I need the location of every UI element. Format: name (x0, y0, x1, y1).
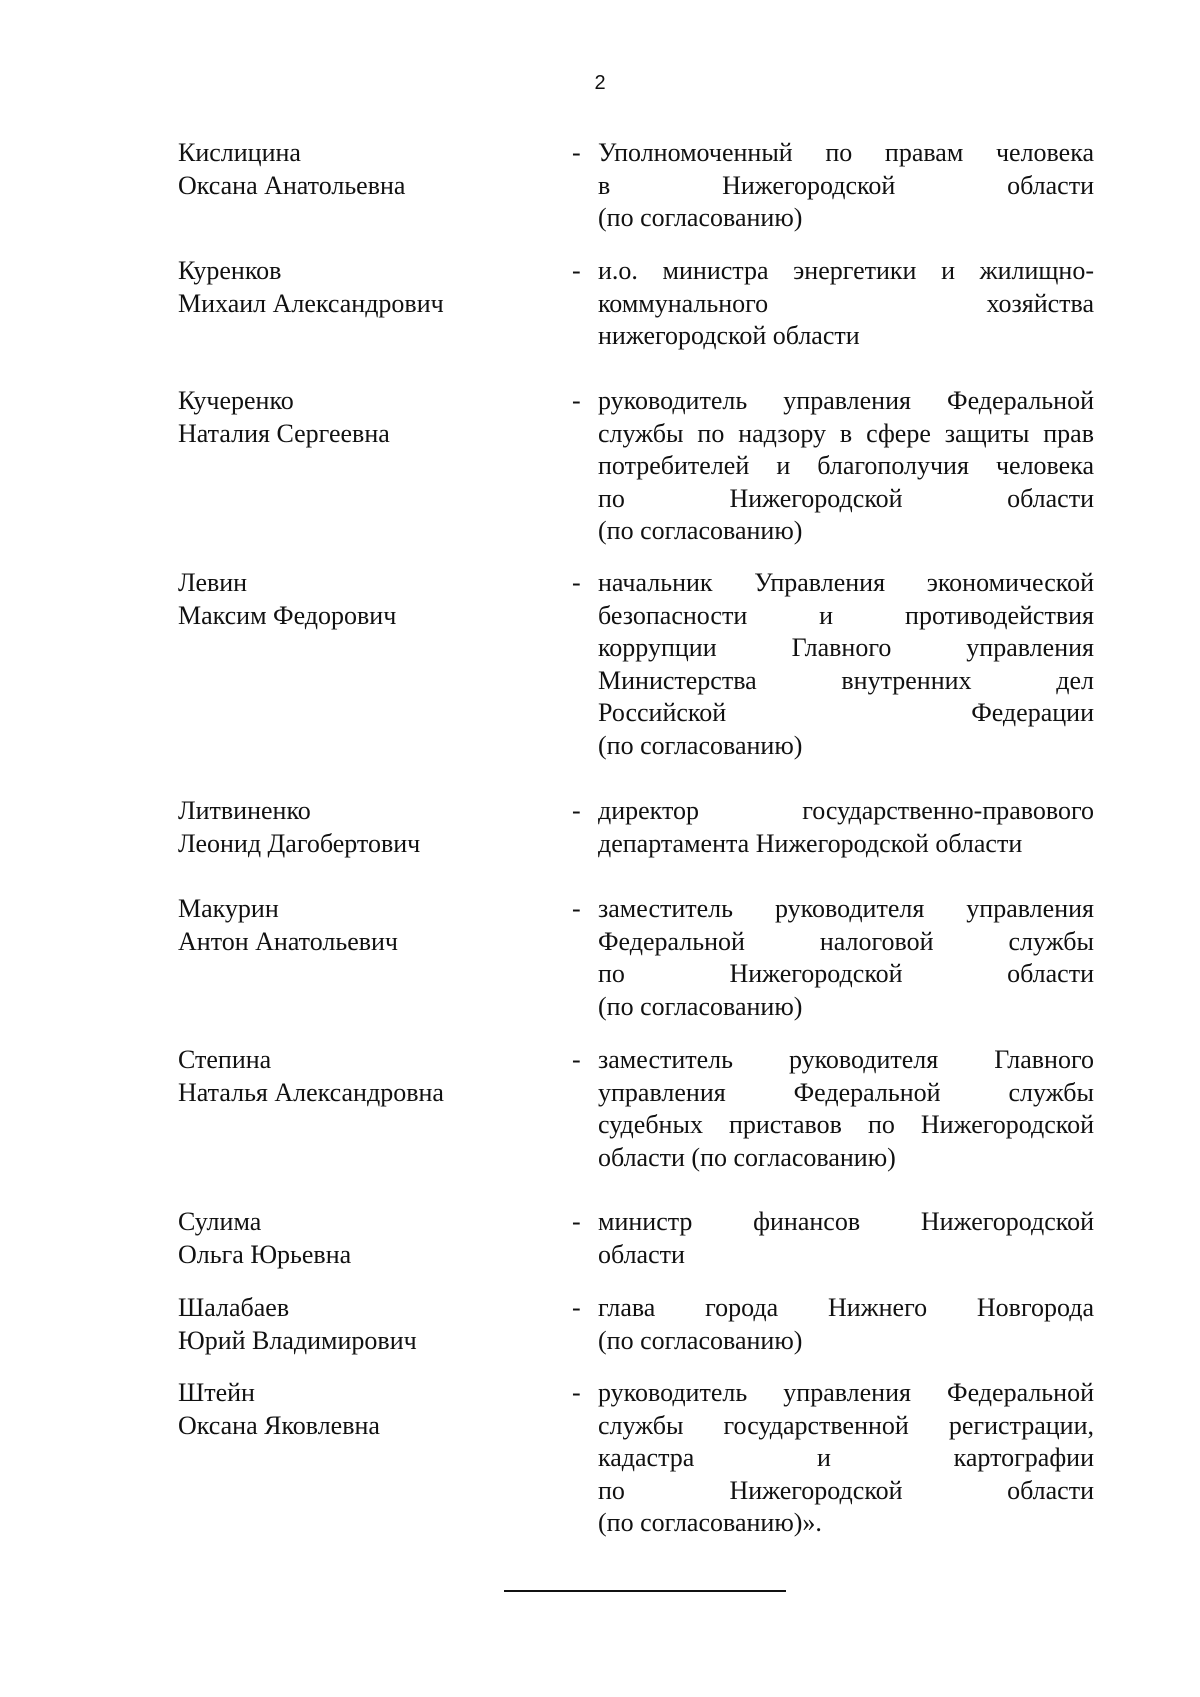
member-name (178, 137, 558, 202)
member-role-line: заместитель руководителя управления (598, 894, 1094, 923)
member-dash: - (572, 568, 581, 597)
member-role-line: безопасности и противодействия (598, 600, 1094, 630)
member-given-names: Леонид Дагобертович (178, 828, 421, 858)
member-given-names: Наталья Александровна (178, 1077, 444, 1107)
member-name (178, 1292, 558, 1357)
member-role-line: (по согласованию) (598, 991, 803, 1021)
member-role-line: глава города Нижнего Новгорода (598, 1293, 1094, 1322)
member-role-line: руководитель управления Федеральной (598, 386, 1094, 415)
member-role (598, 255, 1094, 353)
member-role-line: (по согласованию) (598, 516, 803, 545)
member-name (178, 795, 558, 860)
page-number: 2 (594, 72, 606, 94)
member-role (598, 1044, 1094, 1174)
member-surname: Литвиненко (178, 796, 311, 825)
member-surname: Кучеренко (178, 386, 294, 415)
member-role-line: Федеральной налоговой службы (598, 926, 1094, 956)
member-role-line: нижегородской области (598, 321, 860, 350)
member-name (178, 1044, 558, 1109)
member-role (598, 385, 1094, 548)
member-given-names: Оксана Анатольевна (178, 170, 406, 200)
member-role-line: и.о. министра энергетики и жилищно- (598, 256, 1094, 285)
member-role-line: потребителей и благополучия человека (598, 451, 1094, 480)
member-dash: - (572, 1207, 581, 1236)
member-given-names: Максим Федорович (178, 600, 397, 630)
member-role (598, 795, 1094, 860)
member-role-line: кадастра и картографии (598, 1443, 1094, 1472)
member-role-line: Российской Федерации (598, 698, 1094, 727)
member-surname: Шалабаев (178, 1293, 290, 1322)
member-role-line: руководитель управления Федеральной (598, 1378, 1094, 1407)
member-given-names: Юрий Владимирович (178, 1325, 417, 1355)
member-dash: - (572, 256, 581, 285)
member-given-names: Ольга Юрьевна (178, 1239, 352, 1269)
member-role-line: министр финансов Нижегородской (598, 1207, 1094, 1236)
end-of-document-rule (504, 1590, 786, 1592)
member-given-names: Оксана Яковлевна (178, 1410, 380, 1440)
member-role (598, 137, 1094, 235)
member-role-line: управления Федеральной службы (598, 1077, 1094, 1107)
member-role-line: службы государственной регистрации, (598, 1410, 1094, 1440)
member-dash: - (572, 138, 581, 167)
member-role-line: коррупции Главного управления (598, 633, 1094, 662)
member-dash: - (572, 1293, 581, 1322)
member-role-line: по Нижегородской области (598, 1475, 1094, 1505)
member-name (178, 1206, 558, 1271)
member-role-line: (по согласованию) (598, 730, 803, 760)
member-role-line: (по согласованию) (598, 203, 803, 232)
member-role-line: Уполномоченный по правам человека (598, 138, 1094, 167)
member-role-line: в Нижегородской области (598, 170, 1094, 200)
member-name (178, 567, 558, 632)
member-surname: Левин (178, 568, 248, 597)
member-role-line: по Нижегородской области (598, 483, 1094, 513)
member-dash: - (572, 386, 581, 415)
member-name (178, 385, 558, 450)
member-given-names: Антон Анатольевич (178, 926, 398, 956)
member-given-names: Михаил Александрович (178, 288, 444, 318)
member-role (598, 1377, 1094, 1540)
member-surname: Сулима (178, 1207, 262, 1236)
member-surname: Штейн (178, 1378, 255, 1407)
member-role (598, 567, 1094, 762)
member-dash: - (572, 1045, 581, 1074)
member-role (598, 893, 1094, 1023)
member-role-line: службы по надзору в сфере защиты прав (598, 418, 1094, 448)
member-surname: Кислицина (178, 138, 301, 167)
member-name (178, 1377, 558, 1442)
member-name (178, 893, 558, 958)
member-given-names: Наталия Сергеевна (178, 418, 390, 448)
member-role-line: директор государственно-правового (598, 796, 1094, 825)
member-dash: - (572, 1378, 581, 1407)
member-role-line: (по согласованию)». (598, 1508, 822, 1537)
member-role-line: по Нижегородской области (598, 959, 1094, 988)
member-surname: Макурин (178, 894, 279, 923)
member-role-line: судебных приставов по Нижегородской (598, 1110, 1094, 1139)
member-dash: - (572, 894, 581, 923)
member-role-line: области (598, 1239, 685, 1269)
member-role-line: области (по согласованию) (598, 1142, 896, 1172)
member-role-line: заместитель руководителя Главного (598, 1045, 1094, 1074)
member-role-line: коммунального хозяйства (598, 288, 1094, 318)
member-role (598, 1292, 1094, 1357)
member-role-line: департамента Нижегородской области (598, 828, 1023, 858)
member-role-line: Министерства внутренних дел (598, 665, 1094, 695)
member-surname: Куренков (178, 256, 282, 285)
member-role-line: начальник Управления экономической (598, 568, 1094, 597)
member-role-line: (по согласованию) (598, 1325, 803, 1355)
member-role (598, 1206, 1094, 1271)
member-surname: Степина (178, 1045, 272, 1074)
member-name (178, 255, 558, 320)
member-dash: - (572, 796, 581, 825)
